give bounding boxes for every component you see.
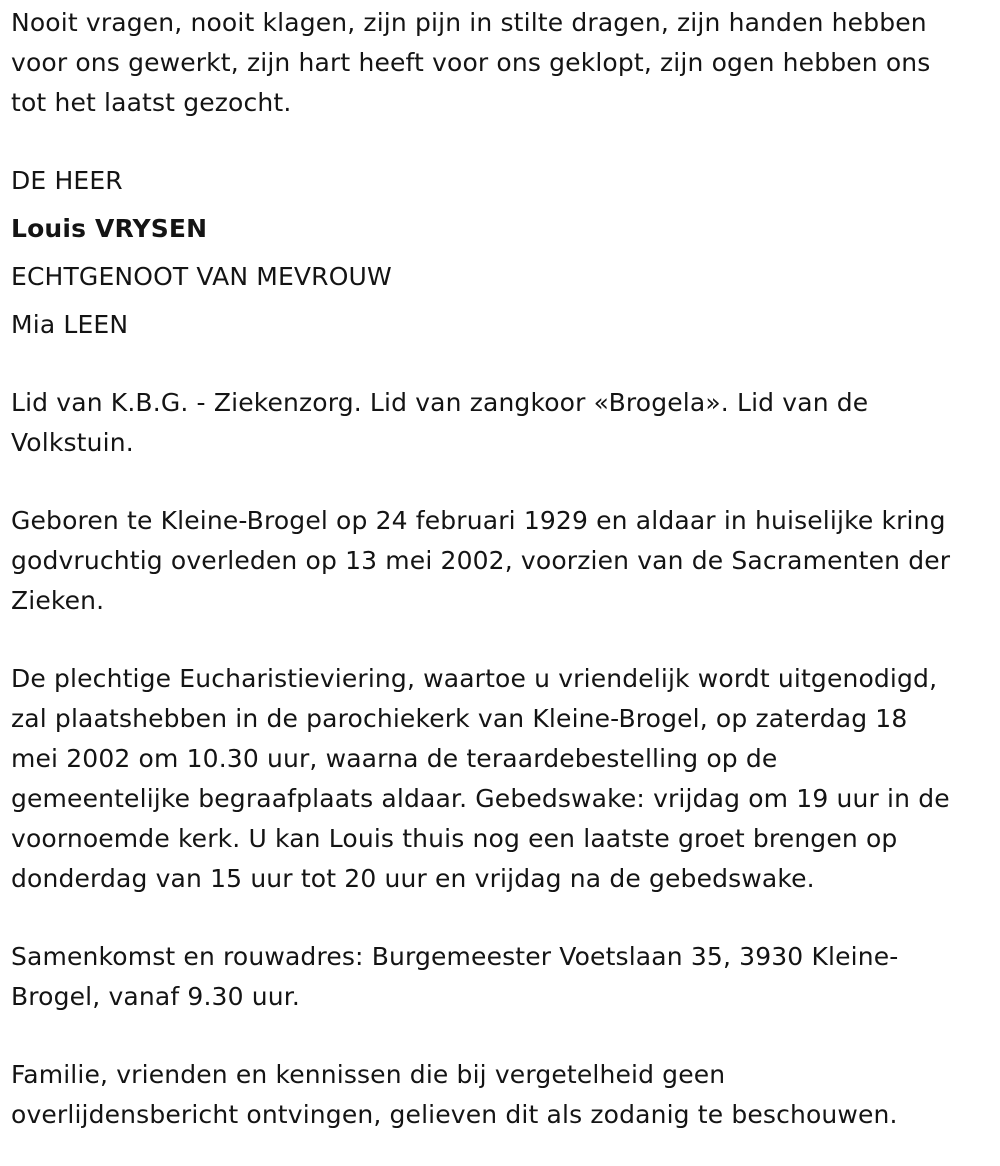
spacer bbox=[11, 621, 1000, 659]
birth-death-line: Geboren te Kleine-Brogel op 24 februari 1929 en aldaar in huiselijke kring bbox=[11, 506, 946, 535]
memberships-paragraph bbox=[11, 383, 1000, 463]
deceased-name: Louis VRYSEN bbox=[11, 214, 208, 243]
birth-death-line: Zieken. bbox=[11, 586, 105, 615]
memberships-line: Lid van K.B.G. - Ziekenzorg. Lid van zangkoor «Brogela». Lid van de bbox=[11, 388, 869, 417]
ceremony-paragraph bbox=[11, 659, 1000, 899]
motto-line: voor ons gewerkt, zijn hart heeft voor ons geklopt, zijn ogen hebben ons bbox=[11, 48, 931, 77]
deceased-block bbox=[11, 157, 1000, 349]
spacer bbox=[11, 1017, 1000, 1055]
deceased-title: DE HEER bbox=[11, 166, 123, 195]
spacer bbox=[11, 345, 1000, 383]
ceremony-line: De plechtige Eucharistieviering, waartoe u vriendelijk wordt uitgenodigd, bbox=[11, 664, 938, 693]
notice-line: Familie, vrienden en kennissen die bij vergetelheid geen bbox=[11, 1060, 726, 1089]
ceremony-line: mei 2002 om 10.30 uur, waarna de teraardebestelling op de bbox=[11, 744, 778, 773]
spouse-name: Mia LEEN bbox=[11, 310, 129, 339]
ceremony-line: gemeentelijke begraafplaats aldaar. Gebedswake: vrijdag om 19 uur in de bbox=[11, 784, 950, 813]
gathering-paragraph bbox=[11, 937, 1000, 1017]
deceased-relation: ECHTGENOOT VAN MEVROUW bbox=[11, 262, 392, 291]
notice-paragraph bbox=[11, 1055, 1000, 1135]
notice-line: overlijdensbericht ontvingen, gelieven dit als zodanig te beschouwen. bbox=[11, 1100, 898, 1129]
ceremony-line: zal plaatshebben in de parochiekerk van Kleine-Brogel, op zaterdag 18 bbox=[11, 704, 908, 733]
motto-paragraph bbox=[11, 3, 1000, 123]
motto-line: tot het laatst gezocht. bbox=[11, 88, 292, 117]
spacer bbox=[11, 899, 1000, 937]
spacer bbox=[11, 123, 1000, 161]
birth-death-paragraph bbox=[11, 501, 1000, 621]
motto-line: Nooit vragen, nooit klagen, zijn pijn in stilte dragen, zijn handen hebben bbox=[11, 8, 927, 37]
ceremony-line: donderdag van 15 uur tot 20 uur en vrijdag na de gebedswake. bbox=[11, 864, 815, 893]
ceremony-line: voornoemde kerk. U kan Louis thuis nog een laatste groet brengen op bbox=[11, 824, 898, 853]
memberships-line: Volkstuin. bbox=[11, 428, 134, 457]
spacer bbox=[11, 463, 1000, 501]
gathering-line: Samenkomst en rouwadres: Burgemeester Voetslaan 35, 3930 Kleine- bbox=[11, 942, 899, 971]
gathering-line: Brogel, vanaf 9.30 uur. bbox=[11, 982, 300, 1011]
birth-death-line: godvruchtig overleden op 13 mei 2002, voorzien van de Sacramenten der bbox=[11, 546, 951, 575]
